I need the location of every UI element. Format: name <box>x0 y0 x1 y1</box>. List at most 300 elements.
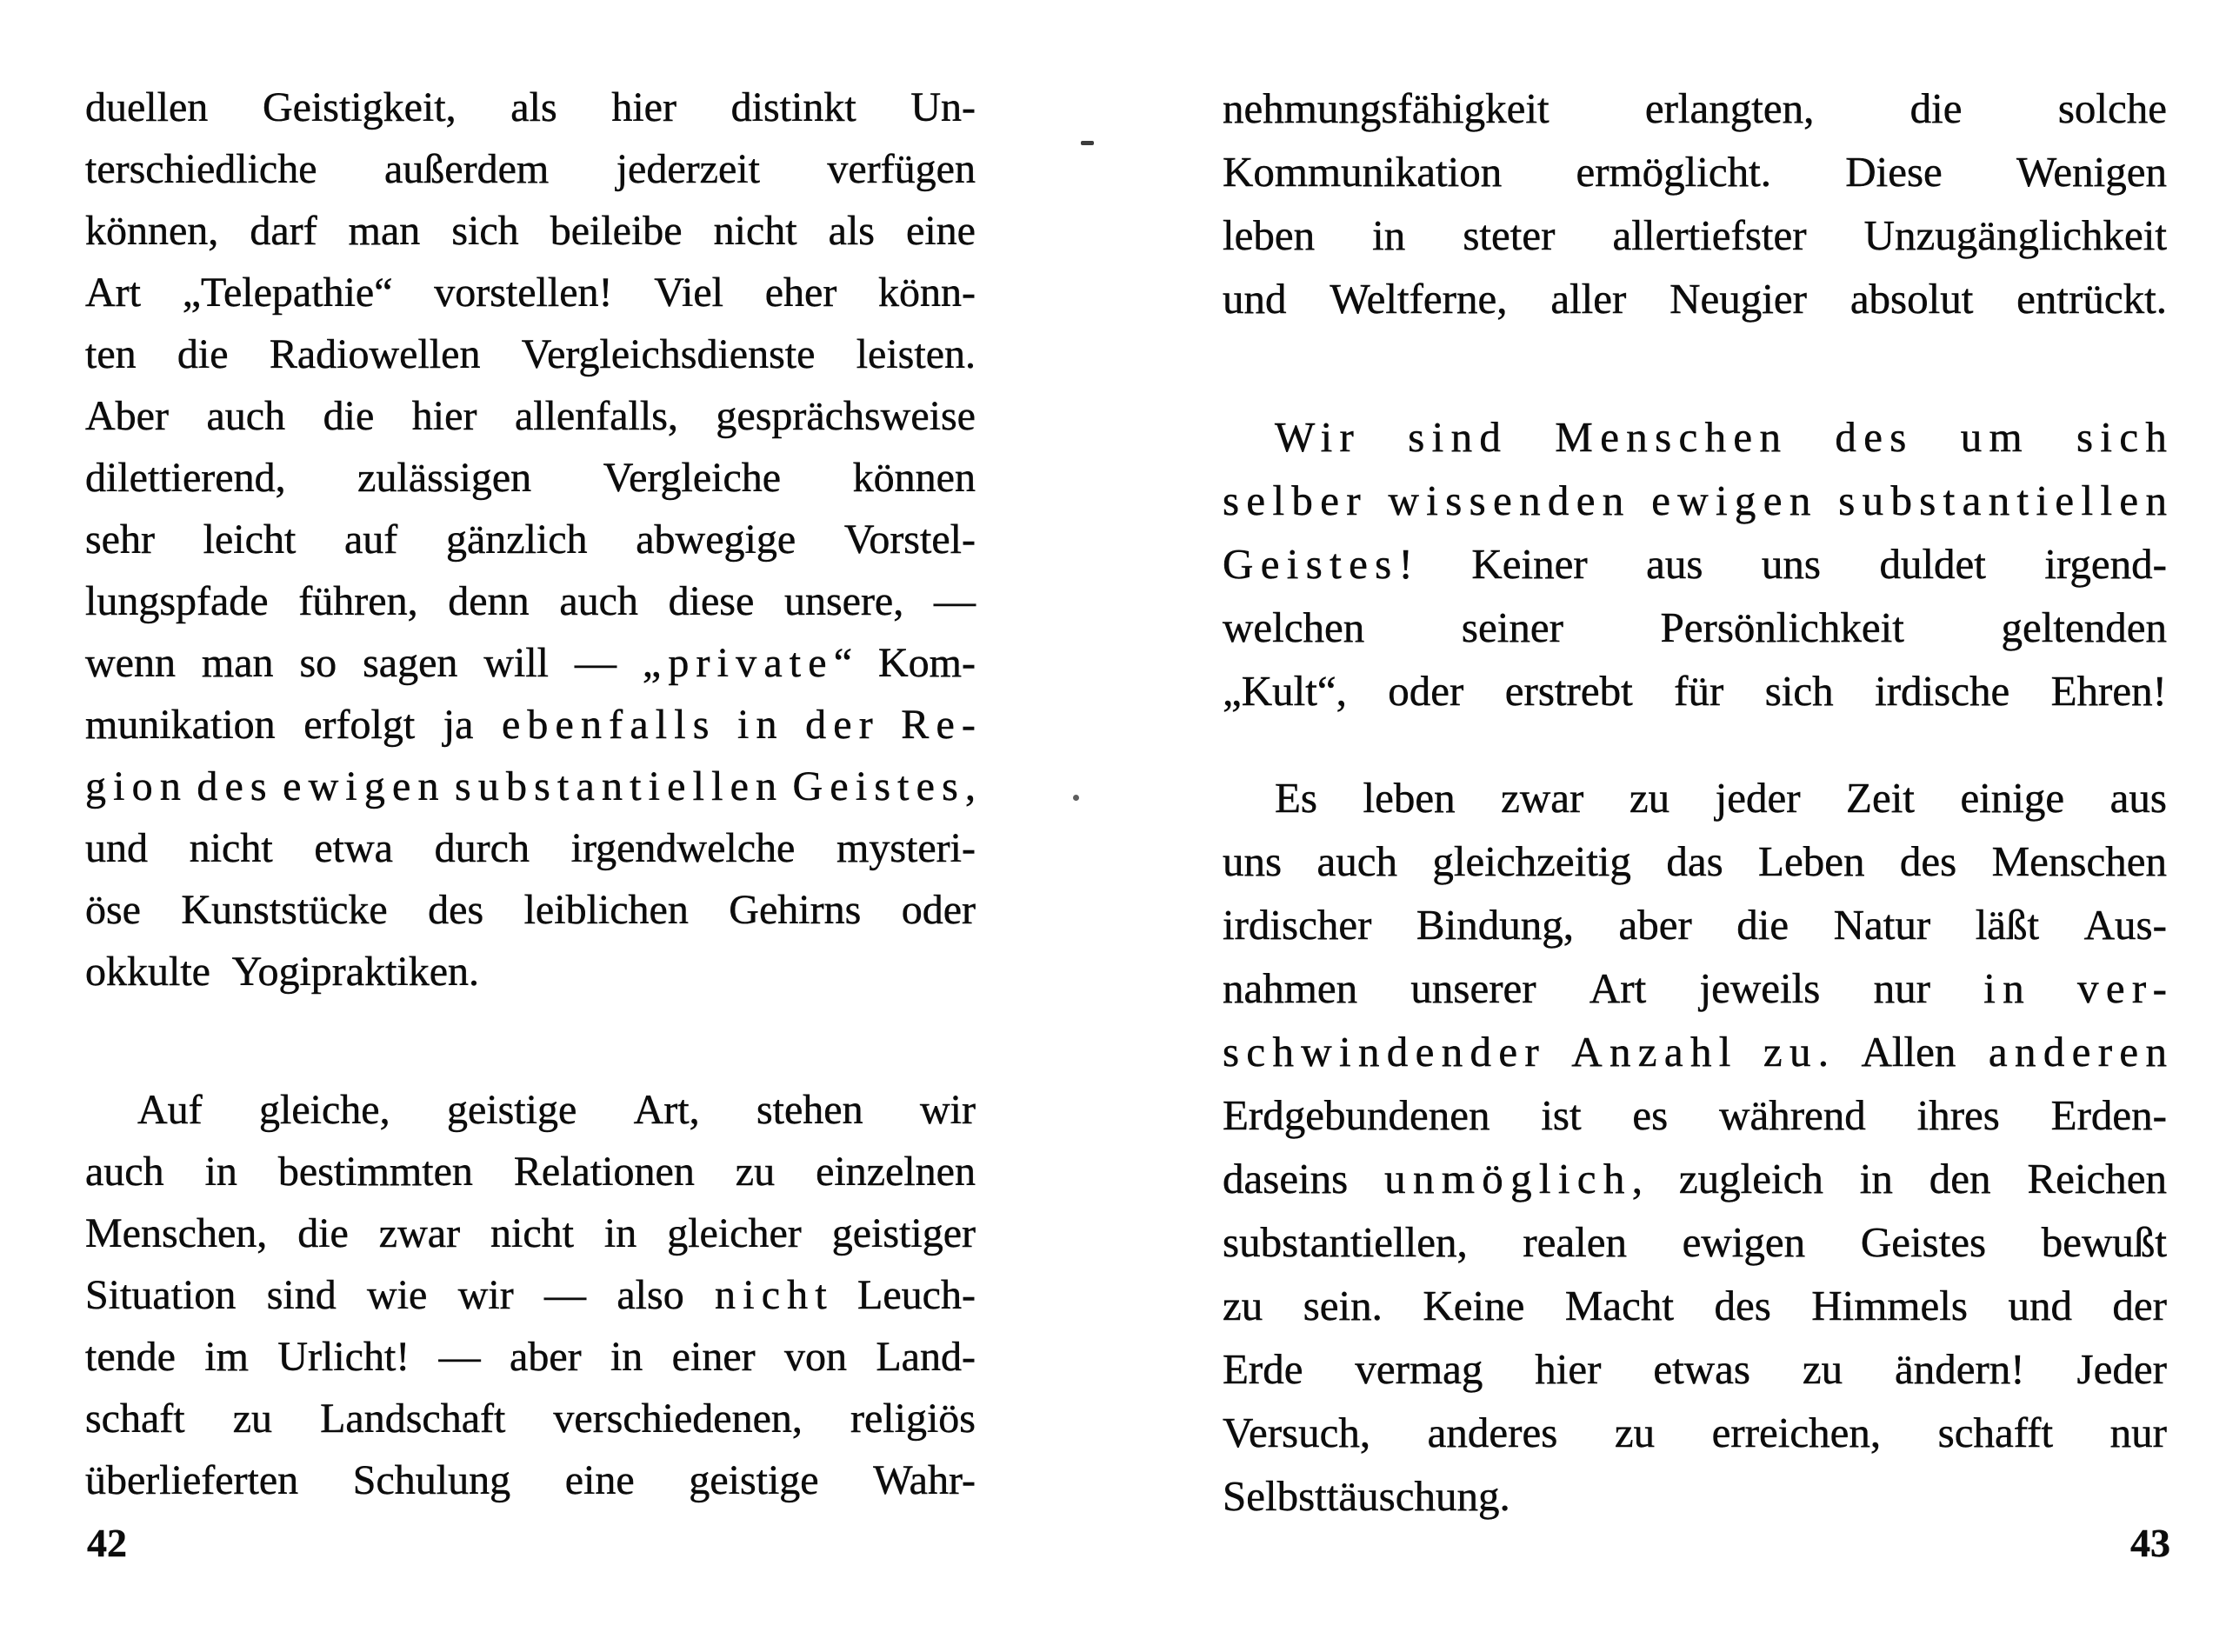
paragraph <box>1223 405 2175 723</box>
word: sehr <box>85 516 155 563</box>
word: als <box>828 208 875 254</box>
word: religiös <box>850 1396 976 1442</box>
word: ja <box>443 702 474 748</box>
word: eine <box>564 1457 635 1503</box>
word: Unzugänglichkeit <box>1863 211 2167 259</box>
text-line <box>1223 1210 2167 1274</box>
left-page-text-column <box>85 77 983 1511</box>
text-line <box>85 77 976 138</box>
word: dilettierend, <box>85 455 286 501</box>
word: Gehirns <box>729 887 862 933</box>
word: leicht <box>203 516 297 563</box>
word: abwegige <box>636 516 796 563</box>
word: erreichen, <box>1711 1409 1882 1456</box>
word: stehen <box>756 1087 863 1133</box>
word: nur <box>2109 1409 2167 1456</box>
word: seiner <box>1461 603 1563 651</box>
word: sich <box>2076 413 2175 461</box>
word: vermag <box>1355 1345 1483 1393</box>
word: überlieferten <box>85 1457 299 1503</box>
word: mysteri- <box>836 825 976 871</box>
word: terschiedliche <box>85 146 317 192</box>
word: jederzeit <box>616 146 760 192</box>
word: Himmels <box>1811 1282 1968 1329</box>
text-line <box>1223 140 2167 203</box>
word: zu <box>1629 774 1670 822</box>
word: unsere, <box>783 578 904 624</box>
word: Bindung, <box>1416 901 1574 949</box>
word: einige <box>1960 774 2065 822</box>
word: die <box>1909 84 1963 132</box>
word: führen, <box>298 578 418 624</box>
word: geistige <box>446 1087 577 1133</box>
word: hier <box>411 393 477 439</box>
word: man <box>348 208 421 254</box>
word: Neugier <box>1670 275 1807 323</box>
text-line <box>85 1141 976 1202</box>
text-line <box>1223 405 2175 469</box>
text-line <box>1223 203 2167 267</box>
word: des <box>428 887 484 933</box>
word: Situation <box>85 1272 237 1318</box>
word: etwa <box>314 825 393 871</box>
word: ten <box>85 331 137 377</box>
word: ewigen <box>1651 476 1818 524</box>
word: Art <box>85 270 141 316</box>
word: zu. <box>1763 1028 1836 1076</box>
paragraph <box>1223 77 2167 330</box>
word: es <box>1632 1091 1669 1139</box>
word: anderes <box>1427 1409 1558 1456</box>
word: für <box>1674 667 1724 715</box>
word: des <box>1714 1282 1771 1329</box>
word: Persönlichkeit <box>1660 603 1904 651</box>
word: geistiger <box>831 1210 976 1256</box>
word: Leuch- <box>857 1272 976 1318</box>
word: vorstellen! <box>434 270 613 316</box>
word: Erden- <box>2050 1091 2167 1139</box>
word: verschiedenen, <box>553 1396 803 1442</box>
word: gänzlich <box>445 516 588 563</box>
word: Jeder <box>2076 1345 2167 1393</box>
word: Kommunikation <box>1223 148 1503 196</box>
word: durch <box>434 825 530 871</box>
word: öse <box>85 887 141 933</box>
word: — <box>574 640 616 686</box>
word: duldet <box>1879 540 1986 588</box>
word: ewigen <box>1682 1218 1806 1266</box>
word: wir <box>457 1272 514 1318</box>
word: nicht <box>715 1272 834 1318</box>
word: zu <box>735 1149 776 1195</box>
word: läßt <box>1975 901 2040 949</box>
word: ihres <box>1916 1091 2000 1139</box>
text-line <box>85 385 976 447</box>
word: duellen <box>85 84 209 130</box>
word: steter <box>1463 211 1556 259</box>
text-line <box>85 1326 976 1388</box>
word: Urlicht! <box>277 1334 410 1380</box>
word: außerdem <box>384 146 550 192</box>
word: ermöglicht. <box>1576 148 1771 196</box>
text-run: Selbsttäuschung. <box>1223 1472 1510 1520</box>
word: Vorstel- <box>843 516 976 563</box>
text-line <box>1223 829 2167 893</box>
text-line <box>1223 1274 2167 1337</box>
word: nahmen <box>1223 964 1358 1012</box>
word: zu <box>1223 1282 1263 1329</box>
word: und <box>85 825 148 871</box>
word: Keine <box>1423 1282 1525 1329</box>
word: auch <box>559 578 638 624</box>
word: erlangten, <box>1644 84 1815 132</box>
text-line <box>1223 956 2175 1020</box>
word: bewußt <box>2041 1218 2167 1266</box>
word: Landschaft <box>320 1396 506 1442</box>
word: zwar <box>1501 774 1584 822</box>
word: Es <box>1275 774 1317 822</box>
word: des <box>1835 413 1914 461</box>
word: Radiowellen <box>269 331 481 377</box>
word: Versuch, <box>1223 1409 1371 1456</box>
word: Aber <box>85 393 169 439</box>
word: das <box>1666 837 1723 885</box>
text-line <box>85 262 976 323</box>
word: und <box>2008 1282 2072 1329</box>
scan-speck-dash <box>1081 141 1094 145</box>
text-line <box>1223 267 2167 330</box>
word: sagen <box>363 640 458 686</box>
word: können <box>852 455 976 501</box>
word: distinkt <box>730 84 856 130</box>
word: irdischer <box>1223 901 1372 949</box>
word: eher <box>764 270 837 316</box>
word: oder <box>1388 667 1464 715</box>
word: Vergleiche <box>603 455 782 501</box>
word: uns <box>1223 837 1283 885</box>
text-line <box>1223 1147 2167 1210</box>
word: schaft <box>85 1396 185 1442</box>
word: die <box>177 331 229 377</box>
word: beileibe <box>550 208 683 254</box>
word: eine <box>906 208 976 254</box>
word: ewigen <box>283 763 446 809</box>
word: gleiche, <box>259 1087 390 1133</box>
word: schwindender <box>1223 1028 1547 1076</box>
word: leben <box>1363 774 1456 822</box>
word: in <box>1372 211 1406 259</box>
text-run: okkulte Yogipraktiken. <box>85 949 480 995</box>
word: irgendwelche <box>570 825 796 871</box>
text-line <box>1223 1337 2167 1401</box>
word: ist <box>1541 1091 1582 1139</box>
word: Diese <box>1845 148 1943 196</box>
word: die <box>297 1210 349 1256</box>
word: aller <box>1550 275 1627 323</box>
word: Menschen <box>1991 837 2167 885</box>
word: Wir <box>1275 413 1362 461</box>
word: auch <box>206 393 286 439</box>
right-page-text-column <box>1223 77 2175 1528</box>
word: Vergleichsdienste <box>521 331 816 377</box>
word: einer <box>671 1334 756 1380</box>
word: Geistes, <box>792 763 983 809</box>
word: des <box>1899 837 1957 885</box>
text-line <box>85 200 976 262</box>
text-line <box>1223 469 2175 532</box>
word: während <box>1719 1091 1866 1139</box>
word: sich <box>1764 667 1834 715</box>
word: irdische <box>1875 667 2010 715</box>
word: den <box>1929 1155 1991 1202</box>
word: etwas <box>1653 1345 1750 1393</box>
word: wir <box>919 1087 976 1133</box>
word: Geistes! <box>1223 540 1421 588</box>
text-line <box>1223 596 2167 659</box>
word: Reichen <box>2027 1155 2167 1202</box>
word: welchen <box>1223 603 1365 651</box>
word: erstrebt <box>1504 667 1633 715</box>
word: die <box>1736 901 1789 949</box>
word: Viel <box>654 270 723 316</box>
word: Erdgebundenen <box>1223 1091 1490 1139</box>
word: aus <box>2109 774 2167 822</box>
word: nicht <box>189 825 273 871</box>
word: absolut <box>1849 275 1974 323</box>
word: geistige <box>689 1457 819 1503</box>
word: nicht <box>490 1210 574 1256</box>
paragraph <box>85 77 983 1003</box>
word: Allen <box>1861 1028 1956 1076</box>
text-line <box>85 570 976 632</box>
word: allertiefster <box>1612 211 1807 259</box>
word: und <box>1223 275 1287 323</box>
word: einzelnen <box>816 1149 976 1195</box>
word: verfügen <box>827 146 976 192</box>
word: hier <box>1535 1345 1602 1393</box>
word: erfolgt <box>303 702 416 748</box>
word: in <box>737 702 784 748</box>
word: auch <box>85 1149 164 1195</box>
word: nur <box>1873 964 1930 1012</box>
word: in <box>603 1210 637 1256</box>
word: schafft <box>1937 1409 2054 1456</box>
word: ebenfalls <box>501 702 716 748</box>
word: so <box>299 640 337 686</box>
word: zu <box>1614 1409 1656 1456</box>
word: gleichzeitig <box>1432 837 1631 885</box>
word: denn <box>448 578 530 624</box>
word: Macht <box>1564 1282 1675 1329</box>
word: Ehren! <box>2050 667 2167 715</box>
word: irgend- <box>2044 540 2167 588</box>
word: Geistes <box>1860 1218 1987 1266</box>
text-line <box>85 323 976 385</box>
word: in <box>1859 1155 1893 1202</box>
word: sein. <box>1303 1282 1383 1329</box>
word: Geistigkeit, <box>262 84 457 130</box>
word: Auf <box>137 1087 203 1133</box>
word: „Kult“, <box>1223 667 1347 715</box>
word: allenfalls, <box>514 393 678 439</box>
word: ver- <box>2077 964 2175 1012</box>
word: lungspfade <box>85 578 269 624</box>
word: Menschen, <box>85 1210 268 1256</box>
text-line <box>1223 1464 2167 1528</box>
word: Leben <box>1758 837 1865 885</box>
word: will <box>483 640 550 686</box>
word: zwar <box>378 1210 461 1256</box>
word: jeder <box>1715 774 1801 822</box>
word: realen <box>1523 1218 1628 1266</box>
word: um <box>1960 413 2029 461</box>
word: sich <box>451 208 519 254</box>
word: Natur <box>1833 901 1931 949</box>
word: Wahr- <box>873 1457 976 1503</box>
word: munikation <box>85 702 276 748</box>
paragraph <box>1223 766 2175 1528</box>
text-line <box>85 756 983 817</box>
word: jeweils <box>1699 964 1821 1012</box>
word: entrückt. <box>2016 275 2167 323</box>
word: „private“ <box>642 640 860 686</box>
text-line <box>1223 532 2167 596</box>
word: gesprächsweise <box>716 393 976 439</box>
word: auf <box>343 516 398 563</box>
word: man <box>201 640 274 686</box>
word: — <box>544 1272 587 1318</box>
text-line <box>85 509 976 570</box>
page-number-right: 43 <box>2130 1521 2170 1565</box>
word: Erde <box>1223 1345 1303 1393</box>
word: wissenden <box>1388 476 1631 524</box>
text-line <box>85 879 976 941</box>
word: Aus- <box>2083 901 2167 949</box>
word: sind <box>266 1272 337 1318</box>
word: sind <box>1408 413 1509 461</box>
word: nicht <box>713 208 797 254</box>
word: „Telepathie“ <box>182 270 393 316</box>
word: als <box>510 84 557 130</box>
word: Land- <box>876 1334 976 1380</box>
word: Re- <box>901 702 983 748</box>
word: zulässigen <box>357 455 532 501</box>
word: daseins <box>1223 1155 1349 1202</box>
text-line <box>1223 77 2167 140</box>
word: könn- <box>878 270 976 316</box>
text-line <box>85 1202 976 1264</box>
word: Weltferne, <box>1330 275 1508 323</box>
word: von <box>783 1334 847 1380</box>
text-line <box>1223 1083 2167 1147</box>
word: aus <box>1646 540 1703 588</box>
word: in <box>1983 964 2032 1012</box>
word: selber <box>1223 476 1368 524</box>
text-line <box>1223 1401 2167 1464</box>
word: Art, <box>633 1087 700 1133</box>
word: substantiellen <box>1838 476 2175 524</box>
word: leiblichen <box>523 887 689 933</box>
word: zu <box>232 1396 272 1442</box>
word: unserer <box>1410 964 1536 1012</box>
text-line <box>85 817 976 879</box>
text-line <box>85 447 976 509</box>
word: Relationen <box>513 1149 695 1195</box>
text-line <box>85 632 976 694</box>
word: — <box>438 1334 481 1380</box>
word: wie <box>367 1272 428 1318</box>
word: Kunststücke <box>181 887 388 933</box>
text-line <box>1223 766 2167 829</box>
word: der <box>2112 1282 2167 1329</box>
word: oder <box>901 887 976 933</box>
word: tende <box>85 1334 176 1380</box>
text-line <box>85 1388 976 1449</box>
word: Anzahl <box>1571 1028 1738 1076</box>
word: leisten. <box>856 331 976 377</box>
word: nehmungsfähigkeit <box>1223 84 1550 132</box>
text-line <box>1223 1020 2175 1083</box>
text-line <box>85 138 976 200</box>
word: uns <box>1761 540 1821 588</box>
word: der <box>805 702 880 748</box>
word: Schulung <box>352 1457 511 1503</box>
scan-speck-dot <box>1073 795 1079 801</box>
word: geltenden <box>2001 603 2167 651</box>
text-line <box>1223 893 2167 956</box>
word: zu <box>1802 1345 1843 1393</box>
word: auch <box>1316 837 1397 885</box>
text-line <box>85 1079 976 1141</box>
word: also <box>616 1272 684 1318</box>
word: leben <box>1223 211 1316 259</box>
paragraph <box>85 1079 976 1511</box>
word: die <box>323 393 375 439</box>
word: zugleich <box>1678 1155 1823 1202</box>
word: substantiellen, <box>1223 1218 1468 1266</box>
text-line <box>85 941 976 1003</box>
word: Menschen <box>1555 413 1789 461</box>
word: substantiellen <box>455 763 784 809</box>
word: aber <box>510 1334 582 1380</box>
word: aber <box>1618 901 1692 949</box>
word: solche <box>2057 84 2167 132</box>
word: Kom- <box>878 640 976 686</box>
text-line <box>85 1449 976 1511</box>
word: Keiner <box>1471 540 1588 588</box>
word: — <box>933 578 976 624</box>
text-line <box>85 1264 976 1326</box>
word: Un- <box>910 84 976 130</box>
word: gion <box>85 763 188 809</box>
word: diese <box>668 578 755 624</box>
word: in <box>204 1149 237 1195</box>
word: Wenigen <box>2016 148 2167 196</box>
word: darf <box>250 208 317 254</box>
word: im <box>204 1334 249 1380</box>
word: in <box>610 1334 643 1380</box>
word: ändern! <box>1894 1345 2025 1393</box>
word: hier <box>611 84 676 130</box>
word: bestimmten <box>277 1149 473 1195</box>
word: Art <box>1589 964 1647 1012</box>
word: können, <box>85 208 219 254</box>
text-line <box>85 694 983 756</box>
word: Zeit <box>1846 774 1915 822</box>
word: des <box>197 763 274 809</box>
word: gleicher <box>667 1210 802 1256</box>
page-number-left: 42 <box>87 1521 127 1565</box>
